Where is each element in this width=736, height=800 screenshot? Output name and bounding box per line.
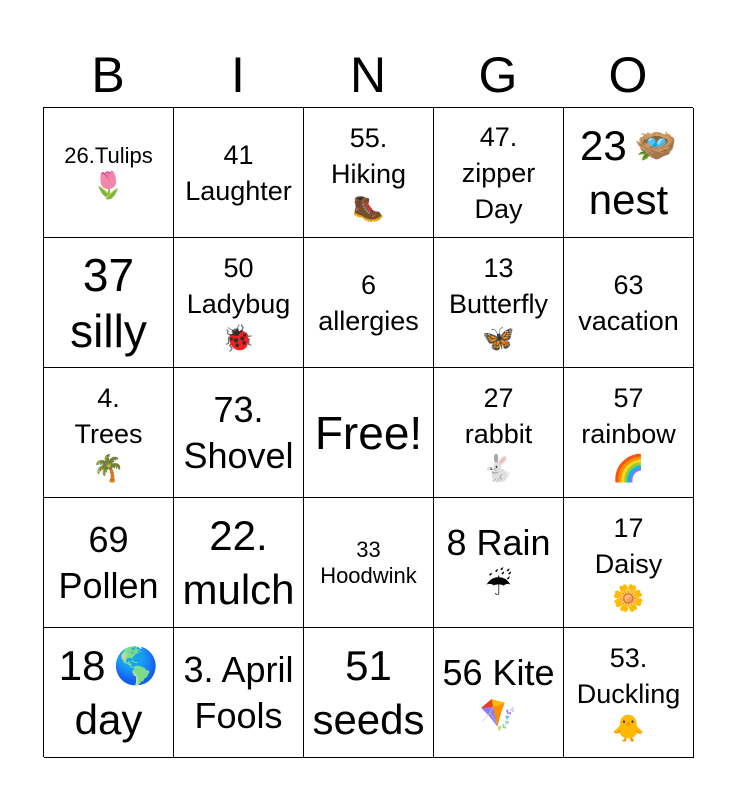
cell-pollen[interactable] <box>44 498 174 628</box>
cell-number: 27 <box>483 382 514 413</box>
bingo-card <box>43 107 693 757</box>
cell-number: 73. <box>213 388 264 430</box>
cell-text: Daisy <box>594 548 663 579</box>
cell-tulips[interactable] <box>44 108 174 238</box>
cell-rain[interactable] <box>434 498 564 628</box>
cell-ladybug[interactable] <box>174 238 304 368</box>
cell-text: Duckling <box>576 678 681 709</box>
rainbow-icon: 🌈 <box>612 453 645 484</box>
cell-butterfly[interactable] <box>434 238 564 368</box>
cell-number: 41 <box>223 139 254 170</box>
header-letter-i: I <box>231 47 245 103</box>
daisy-icon: 🌼 <box>612 583 645 614</box>
globe-icon: 🌎 <box>113 645 159 687</box>
cell-text: 26.Tulips <box>64 142 153 168</box>
cell-number: 51 <box>345 641 392 689</box>
umbrella-rain-icon: ☔ <box>485 567 512 603</box>
cell-text: Hoodwink <box>320 562 417 588</box>
cell-free[interactable] <box>304 368 434 498</box>
cell-text: Hiking <box>330 158 407 189</box>
hiking-boot-icon: 🥾 <box>352 193 385 224</box>
cell-number: 4. <box>97 382 120 413</box>
cell-text: Ladybug <box>186 288 291 319</box>
bingo-header <box>43 44 693 106</box>
cell-text: mulch <box>182 565 295 613</box>
ladybug-icon: 🐞 <box>222 323 255 354</box>
cell-text: Butterfly <box>448 288 549 319</box>
cell-vacation[interactable] <box>564 238 694 368</box>
nest-icon: 🪺 <box>634 125 678 166</box>
cell-trees[interactable] <box>44 368 174 498</box>
cell-text: Laughter <box>185 175 292 206</box>
header-letter-o: O <box>608 47 648 103</box>
cell-text: allergies <box>318 305 419 336</box>
cell-daisy[interactable] <box>564 498 694 628</box>
cell-hoodwink[interactable] <box>304 498 434 628</box>
header-letter-n: N <box>349 47 387 103</box>
cell-text: rainbow <box>581 418 676 449</box>
cell-number: 6 <box>360 269 377 300</box>
cell-silly[interactable] <box>44 238 174 368</box>
cell-hiking[interactable] <box>304 108 434 238</box>
cell-text: zipper <box>461 157 536 188</box>
header-letter-b: B <box>91 47 125 103</box>
cell-text: seeds <box>312 695 425 743</box>
cell-rabbit[interactable] <box>434 368 564 498</box>
cell-number: 18 <box>58 641 106 689</box>
cell-text: nest <box>588 175 669 223</box>
free-space-label: Free! <box>314 406 423 459</box>
cell-laughter[interactable] <box>174 108 304 238</box>
cell-number: 23 <box>579 121 627 169</box>
header-letter-g: G <box>478 47 518 103</box>
cell-kite[interactable] <box>434 628 564 758</box>
tulip-icon: 🌷 <box>92 170 125 201</box>
cell-seeds[interactable] <box>304 628 434 758</box>
cell-text: Day <box>474 193 523 224</box>
cell-number: 69 <box>88 518 129 560</box>
rabbit-icon: 🐇 <box>482 453 515 484</box>
cell-text: Shovel <box>183 434 294 476</box>
cell-text: day <box>74 695 143 743</box>
cell-text: rabbit <box>464 418 533 449</box>
cell-april-fools[interactable] <box>174 628 304 758</box>
cell-number: 53. <box>609 642 648 673</box>
cell-number: 50 <box>223 252 254 283</box>
cell-zipper-day[interactable] <box>434 108 564 238</box>
cell-number: 55. <box>349 122 388 153</box>
palm-tree-icon: 🌴 <box>92 453 125 484</box>
cell-text: 8 Rain <box>446 521 551 563</box>
cell-number: 17 <box>613 512 644 543</box>
cell-number: 22. <box>209 511 268 559</box>
cell-nest[interactable] <box>564 108 694 238</box>
cell-number: 33 <box>356 536 381 562</box>
cell-number: 37 <box>82 248 135 301</box>
cell-text: silly <box>70 304 147 357</box>
cell-earth-day[interactable] <box>44 628 174 758</box>
cell-shovel[interactable] <box>174 368 304 498</box>
cell-number: 47. <box>479 121 518 152</box>
kite-icon: 🪁 <box>479 697 518 733</box>
chick-icon: 🐥 <box>612 713 645 744</box>
cell-text: Trees <box>74 418 143 449</box>
cell-duckling[interactable] <box>564 628 694 758</box>
cell-number: 57 <box>613 382 644 413</box>
cell-number: 13 <box>483 252 514 283</box>
cell-mulch[interactable] <box>174 498 304 628</box>
cell-text: vacation <box>578 305 679 336</box>
cell-rainbow[interactable] <box>564 368 694 498</box>
cell-text: 56 Kite <box>442 651 555 693</box>
cell-text: Pollen <box>58 564 159 606</box>
cell-text: Fools <box>194 694 283 736</box>
cell-text: 3. April <box>183 648 294 690</box>
cell-allergies[interactable] <box>304 238 434 368</box>
butterfly-icon: 🦋 <box>482 323 515 354</box>
cell-number: 63 <box>613 269 644 300</box>
